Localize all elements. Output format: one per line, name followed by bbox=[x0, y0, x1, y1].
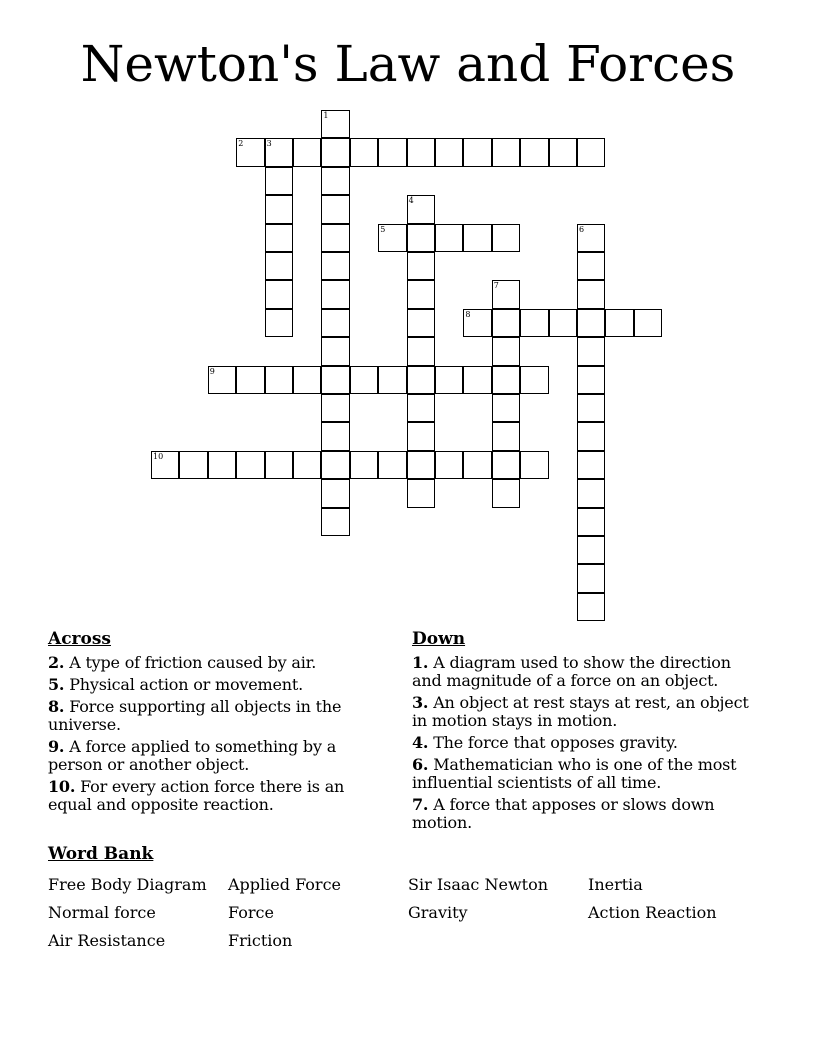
clue-number-label: 8 bbox=[465, 309, 471, 319]
crossword-cell[interactable] bbox=[407, 422, 435, 450]
clue-number-label: 3 bbox=[266, 139, 272, 149]
crossword-cell[interactable] bbox=[321, 366, 349, 394]
crossword-cell[interactable] bbox=[577, 394, 605, 422]
crossword-cell[interactable] bbox=[407, 309, 435, 337]
crossword-cell[interactable] bbox=[407, 394, 435, 422]
crossword-cell[interactable] bbox=[236, 451, 264, 479]
crossword-cell[interactable] bbox=[577, 138, 605, 166]
crossword-cell[interactable] bbox=[236, 366, 264, 394]
crossword-cell[interactable] bbox=[577, 508, 605, 536]
down-heading: Down bbox=[412, 629, 466, 649]
clue-number: 9. bbox=[48, 737, 65, 756]
crossword-cell[interactable] bbox=[577, 280, 605, 308]
word-bank-item: Inertia bbox=[588, 875, 643, 894]
clue-number-label: 7 bbox=[493, 281, 499, 291]
crossword-cell[interactable] bbox=[577, 536, 605, 564]
crossword-cell[interactable] bbox=[321, 479, 349, 507]
crossword-cell[interactable] bbox=[577, 422, 605, 450]
crossword-cell[interactable] bbox=[208, 451, 236, 479]
crossword-cell[interactable] bbox=[265, 280, 293, 308]
crossword-cell[interactable] bbox=[435, 366, 463, 394]
crossword-cell[interactable] bbox=[407, 224, 435, 252]
crossword-cell[interactable] bbox=[577, 366, 605, 394]
page-title: Newton's Law and Forces bbox=[80, 35, 736, 93]
word-bank-item: Force bbox=[228, 903, 274, 922]
crossword-cell[interactable] bbox=[577, 224, 605, 252]
clue-text: A diagram used to show the direction and magnitude of a force on an object. bbox=[412, 653, 731, 690]
crossword-cell[interactable] bbox=[321, 508, 349, 536]
crossword-cell[interactable] bbox=[549, 309, 577, 337]
crossword-cell[interactable] bbox=[321, 110, 349, 138]
word-bank-item: Normal force bbox=[48, 903, 156, 922]
crossword-cell[interactable] bbox=[463, 138, 491, 166]
crossword-cell[interactable] bbox=[520, 138, 548, 166]
crossword-cell[interactable] bbox=[236, 138, 264, 166]
clue-number-label: 4 bbox=[408, 196, 414, 206]
crossword-cell[interactable] bbox=[407, 195, 435, 223]
clue-number: 1. bbox=[412, 653, 429, 672]
crossword-cell[interactable] bbox=[179, 451, 207, 479]
crossword-cell[interactable] bbox=[265, 167, 293, 195]
crossword-cell[interactable] bbox=[549, 138, 577, 166]
crossword-cell[interactable] bbox=[321, 394, 349, 422]
crossword-cell[interactable] bbox=[492, 479, 520, 507]
crossword-cell[interactable] bbox=[520, 451, 548, 479]
crossword-cell[interactable] bbox=[463, 224, 491, 252]
clue-text: Physical action or movement. bbox=[69, 675, 303, 694]
crossword-cell[interactable] bbox=[321, 252, 349, 280]
crossword-cell[interactable] bbox=[463, 309, 491, 337]
crossword-cell[interactable] bbox=[350, 138, 378, 166]
crossword-cell[interactable] bbox=[492, 280, 520, 308]
crossword-cell[interactable] bbox=[463, 451, 491, 479]
crossword-cell[interactable] bbox=[378, 224, 406, 252]
clue-text: Mathematician who is one of the most influential scientists of all time. bbox=[412, 755, 737, 792]
word-bank-item: Air Resistance bbox=[48, 931, 166, 950]
crossword-cell[interactable] bbox=[350, 451, 378, 479]
clue-text: An object at rest stays at rest, an object in motion stays in motion. bbox=[412, 693, 749, 730]
crossword-cell[interactable] bbox=[492, 309, 520, 337]
crossword-cell[interactable] bbox=[321, 224, 349, 252]
clue-text: Force supporting all objects in the universe. bbox=[48, 697, 342, 734]
crossword-cell[interactable] bbox=[265, 451, 293, 479]
crossword-cell[interactable] bbox=[407, 451, 435, 479]
clue-text: The force that opposes gravity. bbox=[433, 733, 678, 752]
word-bank-item: Friction bbox=[228, 931, 293, 950]
crossword-cell[interactable] bbox=[577, 337, 605, 365]
down-clue bbox=[412, 796, 757, 832]
crossword-cell[interactable] bbox=[407, 366, 435, 394]
crossword-cell[interactable] bbox=[378, 138, 406, 166]
across-clue bbox=[48, 738, 378, 774]
clue-number: 7. bbox=[412, 795, 429, 814]
word-bank-item: Free Body Diagram bbox=[48, 875, 207, 894]
clue-number: 6. bbox=[412, 755, 429, 774]
down-clues bbox=[412, 628, 757, 832]
crossword-cell[interactable] bbox=[265, 252, 293, 280]
down-clue bbox=[412, 734, 757, 752]
crossword-cell[interactable] bbox=[208, 366, 236, 394]
crossword-cell[interactable] bbox=[321, 138, 349, 166]
clue-number: 5. bbox=[48, 675, 65, 694]
crossword-cell[interactable] bbox=[577, 593, 605, 621]
crossword-cell[interactable] bbox=[265, 195, 293, 223]
crossword-cell[interactable] bbox=[435, 224, 463, 252]
across-clue bbox=[48, 698, 378, 734]
word-bank-item: Sir Isaac Newton bbox=[408, 875, 548, 894]
crossword-cell[interactable] bbox=[321, 309, 349, 337]
crossword-cell[interactable] bbox=[350, 366, 378, 394]
crossword-cell[interactable] bbox=[492, 422, 520, 450]
crossword-cell[interactable] bbox=[293, 366, 321, 394]
clue-number-label: 1 bbox=[323, 111, 329, 120]
clue-number: 8. bbox=[48, 697, 65, 716]
crossword-cell[interactable] bbox=[520, 309, 548, 337]
crossword-cell[interactable] bbox=[321, 167, 349, 195]
clue-number-label: 10 bbox=[153, 451, 164, 461]
word-bank-item: Gravity bbox=[408, 903, 468, 922]
clue-number-label: 5 bbox=[380, 224, 386, 234]
clue-number-label: 2 bbox=[238, 139, 244, 149]
crossword-cell[interactable] bbox=[492, 337, 520, 365]
clue-number-label: 6 bbox=[579, 224, 585, 234]
crossword-cell[interactable] bbox=[407, 280, 435, 308]
clue-text: A force that apposes or slows down motion. bbox=[412, 795, 715, 832]
crossword-cell[interactable] bbox=[407, 252, 435, 280]
crossword-cell[interactable] bbox=[321, 337, 349, 365]
crossword-cell[interactable] bbox=[293, 138, 321, 166]
crossword-cell[interactable] bbox=[321, 451, 349, 479]
crossword-cell[interactable] bbox=[605, 309, 633, 337]
crossword-cell[interactable] bbox=[492, 224, 520, 252]
crossword-cell[interactable] bbox=[492, 138, 520, 166]
crossword-cell[interactable] bbox=[407, 337, 435, 365]
crossword-cell[interactable] bbox=[577, 564, 605, 592]
crossword-cell[interactable] bbox=[492, 394, 520, 422]
crossword-cell[interactable] bbox=[577, 479, 605, 507]
clue-number-label: 9 bbox=[209, 366, 215, 376]
clue-number: 2. bbox=[48, 653, 65, 672]
word-bank-heading: Word Bank bbox=[48, 844, 154, 864]
crossword-cell[interactable] bbox=[378, 451, 406, 479]
crossword-cell[interactable] bbox=[634, 309, 662, 337]
crossword-cell[interactable] bbox=[407, 138, 435, 166]
crossword-cell[interactable] bbox=[435, 138, 463, 166]
across-clue bbox=[48, 676, 378, 694]
crossword-cell[interactable] bbox=[265, 138, 293, 166]
across-clue bbox=[48, 778, 378, 814]
crossword-cell[interactable] bbox=[407, 479, 435, 507]
down-clue bbox=[412, 694, 757, 730]
clue-text: A force applied to something by a person or another object. bbox=[48, 737, 337, 774]
crossword-cell[interactable] bbox=[577, 309, 605, 337]
crossword-cell[interactable] bbox=[463, 366, 491, 394]
crossword-cell[interactable] bbox=[577, 252, 605, 280]
crossword-cell[interactable] bbox=[378, 366, 406, 394]
word-bank-item: Applied Force bbox=[228, 875, 342, 894]
across-clues bbox=[48, 628, 378, 814]
crossword-cell[interactable] bbox=[265, 366, 293, 394]
crossword-cell[interactable] bbox=[321, 422, 349, 450]
across-heading: Across bbox=[48, 629, 111, 649]
clue-text: A type of friction caused by air. bbox=[69, 653, 317, 672]
crossword-cell[interactable] bbox=[265, 309, 293, 337]
crossword-cell[interactable] bbox=[520, 366, 548, 394]
clue-number: 4. bbox=[412, 733, 429, 752]
crossword-cell[interactable] bbox=[321, 195, 349, 223]
across-clue bbox=[48, 654, 378, 672]
crossword-cell[interactable] bbox=[321, 280, 349, 308]
crossword-cell[interactable] bbox=[293, 451, 321, 479]
crossword-cell[interactable] bbox=[151, 451, 179, 479]
clue-text: For every action force there is an equal and opposite reaction. bbox=[48, 777, 345, 814]
crossword-cell[interactable] bbox=[435, 451, 463, 479]
crossword-cell[interactable] bbox=[577, 451, 605, 479]
down-clue bbox=[412, 756, 757, 792]
down-clue bbox=[412, 654, 757, 690]
crossword-cell[interactable] bbox=[492, 366, 520, 394]
clue-number: 3. bbox=[412, 693, 429, 712]
clue-number: 10. bbox=[48, 777, 76, 796]
word-bank-item: Action Reaction bbox=[588, 903, 717, 922]
crossword-cell[interactable] bbox=[265, 224, 293, 252]
crossword-cell[interactable] bbox=[492, 451, 520, 479]
